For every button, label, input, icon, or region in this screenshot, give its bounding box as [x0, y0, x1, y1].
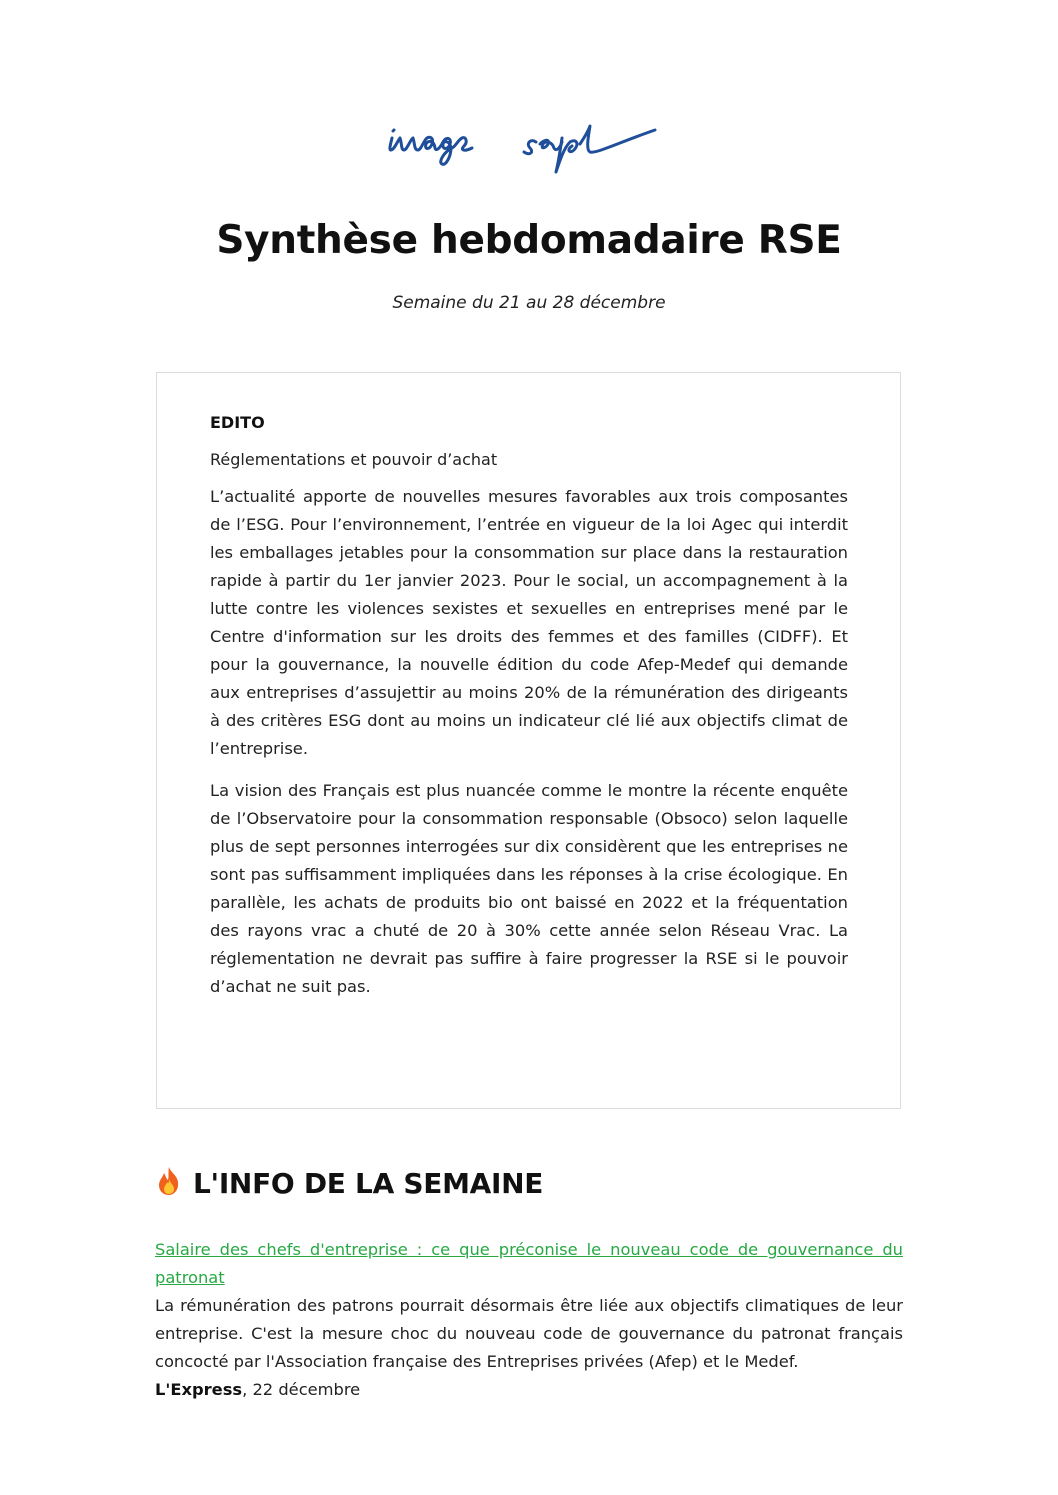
- article: [155, 1236, 903, 1404]
- logo-signature-icon: [380, 108, 680, 178]
- article-link[interactable]: Salaire des chefs d'entreprise : ce que préconise le nouveau code de gouvernance du patronat: [155, 1240, 903, 1287]
- section-title: L'INFO DE LA SEMAINE: [193, 1166, 544, 1200]
- edito-content: [210, 413, 848, 1015]
- fire-icon: [155, 1166, 193, 1200]
- edito-subtitle: Réglementations et pouvoir d’achat: [210, 450, 498, 469]
- source-name: L'Express: [155, 1380, 243, 1399]
- page-title: Synthèse hebdomadaire RSE: [216, 218, 842, 263]
- edito-label: EDITO: [210, 413, 265, 432]
- source-date: , 22 décembre: [242, 1380, 361, 1399]
- page-subtitle: Semaine du 21 au 28 décembre: [392, 293, 666, 313]
- info-section-header: [155, 1166, 903, 1200]
- edito-paragraph-1: L’actualité apporte de nouvelles mesures favorables aux trois composantes de l’ESG. Pour l’environnement, l’entrée en vigueur de la loi Agec qui interdit les emballages jetables pour la consommation sur place dans la restauration rapide à partir du 1er janvier 2023. Pour le social, un accompagnement à la lutte contre les violences sexistes et sexuelles en entreprises mené par le Centre d'information sur les droits des femmes et des familles (CIDFF). Et pour la gouvernance, la nouvelle édition du code Afep-Medef qui demande aux entreprises d’assujettir au moins 20% de la rémunération des dirigeants à des critères ESG dont au moins un indicateur clé lié aux objectifs climat de l’entreprise.: [210, 487, 848, 758]
- article-source: [155, 1376, 903, 1404]
- edito-box: [156, 372, 901, 1109]
- edito-paragraph-2: La vision des Français est plus nuancée comme le montre la récente enquête de l’Observatoire pour la consommation responsable (Obsoco) selon laquelle plus de sept personnes interrogées sur dix considèrent que les entreprises ne sont pas suffisamment impliquées dans les réponses à la crise écologique. En parallèle, les achats de produits bio ont baissé en 2022 et la fréquentation des rayons vrac a chuté de 20 à 30% cette année selon Réseau Vrac. La réglementation ne devrait pas suffire à faire progresser la RSE si le pouvoir d’achat ne suit pas.: [210, 781, 848, 996]
- article-summary: La rémunération des patrons pourrait désormais être liée aux objectifs climatiques de leur entreprise. C'est la mesure choc du nouveau code de gouvernance du patronat français concocté par l'Association française des Entreprises privées (Afep) et le Medef.: [155, 1296, 903, 1371]
- logo: [380, 108, 680, 178]
